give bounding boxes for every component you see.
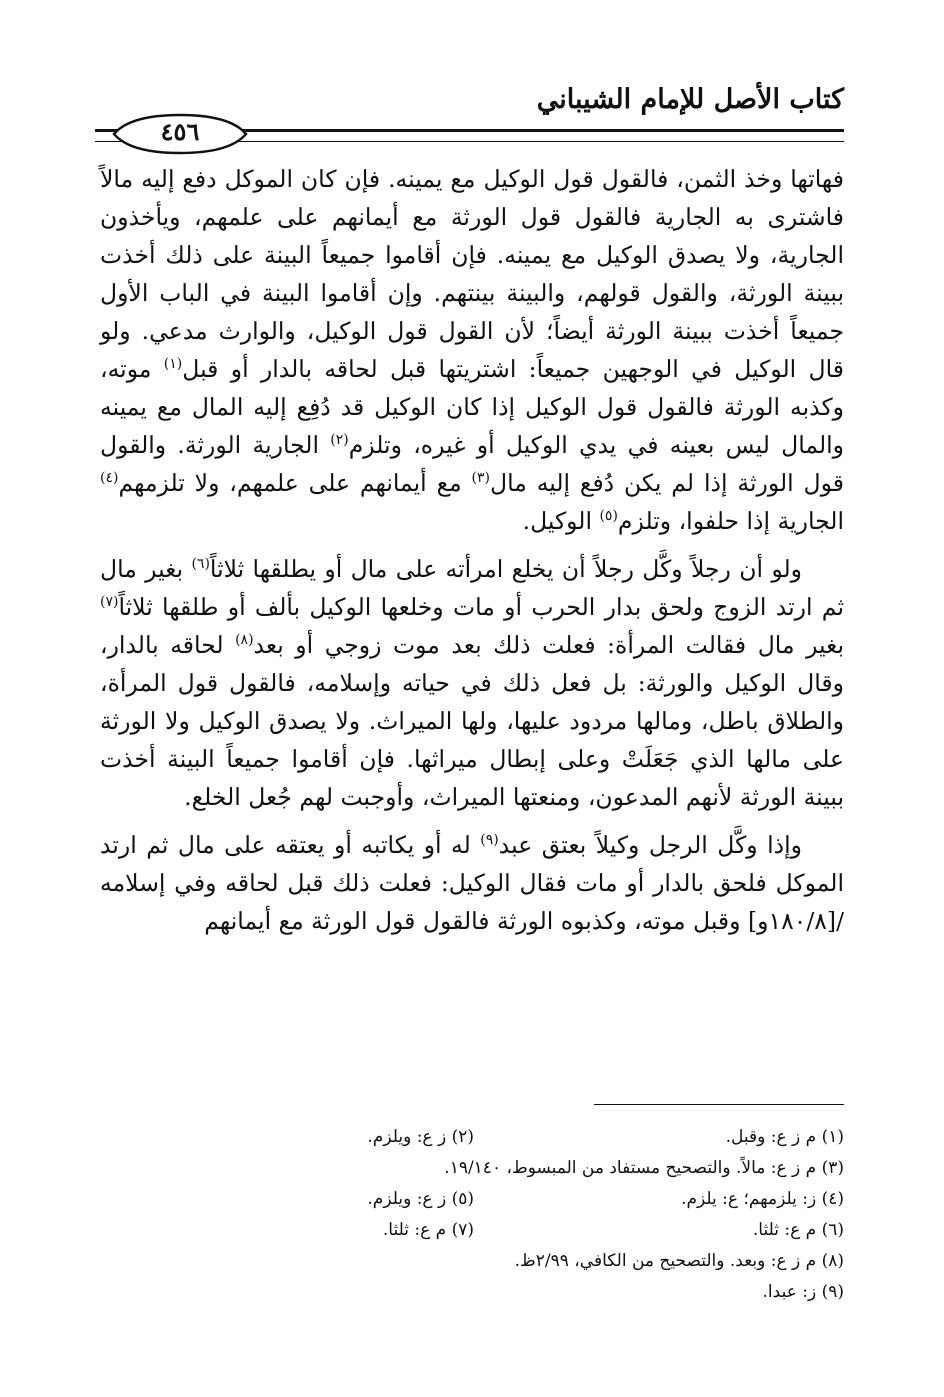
footnote-row (194, 1277, 844, 1308)
footnote-2: (٢) ز ع: ويلزم. (367, 1127, 474, 1147)
text-run: مع أيمانهم على علمهم، ولا تلزمهم (118, 469, 472, 497)
footnote-marker[interactable]: (٦) (191, 556, 210, 573)
footnote-9: (٩) ز: عبدا. (762, 1282, 844, 1302)
text-run: الجارية إذا حلفوا، وتلزم (617, 507, 844, 535)
footnote-marker[interactable]: (٢) (330, 432, 349, 449)
page-number-badge (100, 111, 260, 157)
text-run: فهاتها وخذ الثمن، فالقول قول الوكيل مع يمينه. فإن كان الموكل دفع إليه مالاً فاشترى به الجارية فالقول قول الورثة مع أيمانهم على علمهم، ويأخذون الجارية، ولا يصدق الوكيل مع يمينه. فإن أقاموا جميعاً البينة على ذلك أخذت ببينة الورثة، والقول قولهم، والبينة بينتهم. وإن أقاموا البينة في الباب الأول جميعاً أخذت ببينة الورثة أيضاً؛ لأن القول قول الوكيل، والوارث مدعي. ولو قال الوكيل في الوجهين جميعاً: اشتريتها قبل لحاقه بالدار أو قبل (100, 165, 844, 383)
page-number: ٤٥٦ (160, 117, 200, 146)
footnote-marker[interactable]: (٥) (599, 508, 618, 525)
text-run: ولو أن رجلاً وكَّل رجلاً أن يخلع امرأته على مال أو يطلقها ثلاثاً (209, 555, 802, 583)
footnote-row (194, 1122, 844, 1153)
text-run: بغير مال فقالت المرأة: فعلت ذلك بعد موت زوجي أو بعد (253, 631, 845, 659)
footnote-marker[interactable]: (٣) (471, 470, 490, 487)
text-run: وإذا وكَّل الرجل وكيلاً بعتق عبد (498, 831, 802, 859)
text-run: موته، وكذبه الورثة فالقول قول الوكيل إذا كان الوكيل قد دُفِع إليه المال مع يمينه والمال ليس بعينه في يدي الوكيل أو غيره، وتلزم (100, 355, 845, 459)
footnote-marker[interactable]: (٧) (100, 594, 119, 611)
text-run: الجارية الورثة. والقول قول الورثة إذا لم يكن دُفع إليه مال (100, 431, 844, 497)
paragraph-1 (100, 160, 844, 540)
paragraph-2 (100, 550, 844, 816)
footnote-marker[interactable]: (١) (163, 356, 183, 373)
footnote-4: (٤) ز: يلزمهم؛ ع: يلزم. (681, 1189, 844, 1209)
footnote-marker[interactable]: (٨) (235, 632, 254, 649)
footnote-row (194, 1215, 844, 1246)
footnote-3: (٣) م ز ع: مالاً. والتصحيح مستفاد من المبسوط، ١٩/١٤٠. (444, 1158, 844, 1178)
footnote-6: (٦) م ع: ثلثا. (752, 1220, 844, 1240)
footnote-row (194, 1153, 844, 1184)
running-header-title: كتاب الأصل للإمام الشيباني (536, 84, 844, 115)
footnote-5: (٥) ز ع: ويلزم. (367, 1189, 474, 1209)
text-run: الوكيل. (522, 507, 600, 535)
paragraph-3 (100, 826, 844, 940)
footnote-1: (١) م ز ع: وقبل. (725, 1127, 844, 1147)
text-run: له أو يكاتبه أو يعتقه على مال ثم ارتد الموكل فلحق بالدار أو مات فقال الوكيل: فعلت ذلك قبل لحاقه وفي إسلامه /[١٨٠/٨و] وقبل موته، وكذبوه الورثة فالقول قول الورثة مع أيمانهم (100, 831, 844, 935)
footnote-row (194, 1184, 844, 1215)
footnotes (194, 1122, 844, 1308)
footnote-marker[interactable]: (٩) (480, 832, 499, 849)
footnote-separator (594, 1104, 844, 1105)
main-text (100, 160, 844, 940)
footnote-marker[interactable]: (٤) (100, 470, 119, 487)
text-run: بغير مال ثم ارتد الزوج ولحق بدار الحرب أو مات وخلعها الوكيل بألف أو طلقها ثلاثاً (100, 555, 844, 621)
footnote-row (194, 1246, 844, 1277)
text-run: لحاقه بالدار، وقال الوكيل والورثة: بل فعل ذلك في حياته وإسلامه، فالقول قول المرأة، والطلاق باطل، ومالها مردود عليها، ولها الميراث. ولا يصدق الوكيل ولا الورثة على مالها الذي جَعَلَتْ وعلى إبطال ميراثها. فإن أقاموا جميعاً البينة أخذت ببينة الورثة لأنهم المدعون، ومنعتها الميراث، وأوجبت لهم جُعل الخلع. (100, 631, 844, 811)
footnote-8: (٨) م ز ع: وبعد. والتصحيح من الكافي، ٢/٩٩ظ. (514, 1251, 844, 1271)
footnote-7: (٧) م ع: ثلثا. (382, 1220, 474, 1240)
